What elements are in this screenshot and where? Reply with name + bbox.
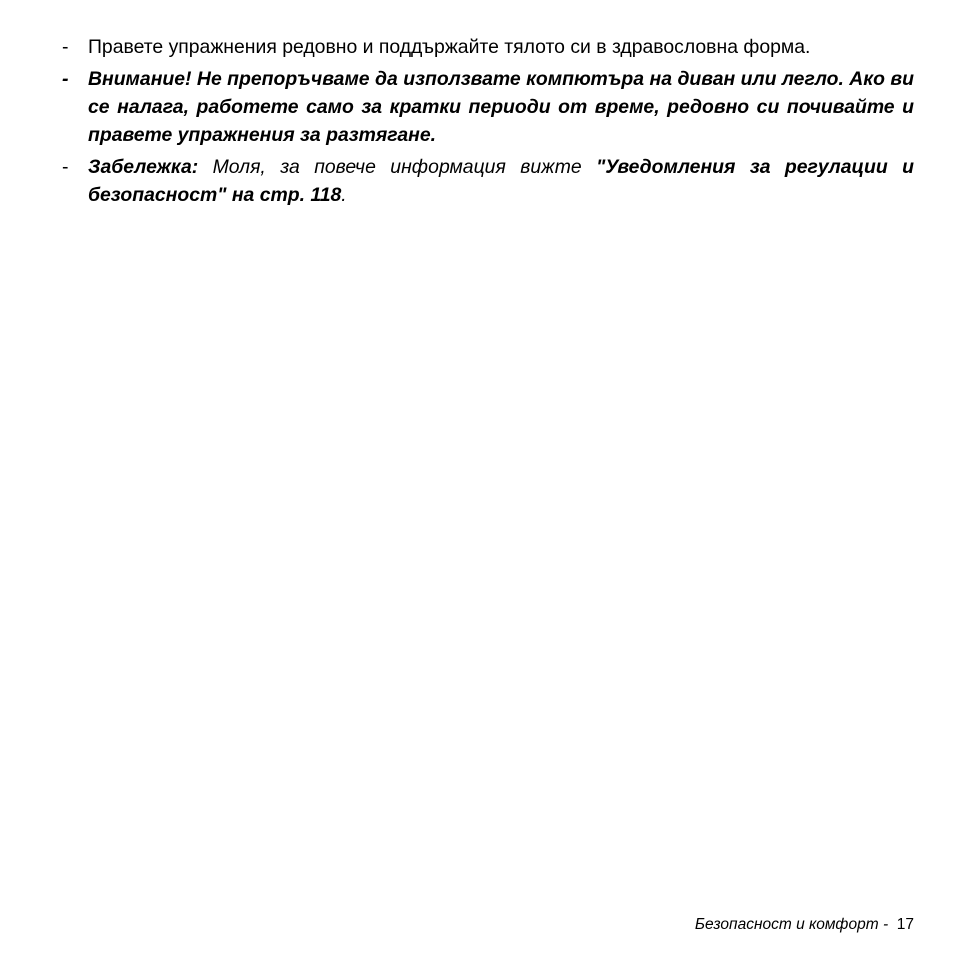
footer-section-title: Безопасност и комфорт - — [694, 916, 897, 933]
note-body: Моля, за повече информация вижте — [198, 156, 597, 178]
bullet-dash: - — [62, 36, 69, 58]
bullet-warning-text: Внимание! Не препоръчваме да използвате компютъра на диван или легло. Ако ви се налага, работете само за кратки периоди от време, редовно си почивайте и правете упражнения за разтягане. — [88, 68, 914, 146]
bullet-exercise-text: Правете упражнения редовно и поддържайте тялото си в здравословна форма. — [88, 36, 811, 58]
bullet-list — [62, 33, 914, 213]
bullet-dash: - — [62, 156, 69, 178]
page-footer — [695, 916, 914, 934]
note-label: Забележка: — [88, 156, 199, 178]
bullet-warning — [62, 65, 914, 149]
bullet-note — [62, 153, 914, 209]
bullet-note-text — [88, 153, 914, 209]
note-reference-link[interactable]: "Уведомления за регулации и безопасност" на стр. 118 — [88, 156, 914, 206]
page-number: 17 — [896, 916, 914, 933]
bullet-exercise — [62, 33, 914, 61]
bullet-dash: - — [62, 68, 69, 90]
note-end: . — [341, 184, 347, 206]
